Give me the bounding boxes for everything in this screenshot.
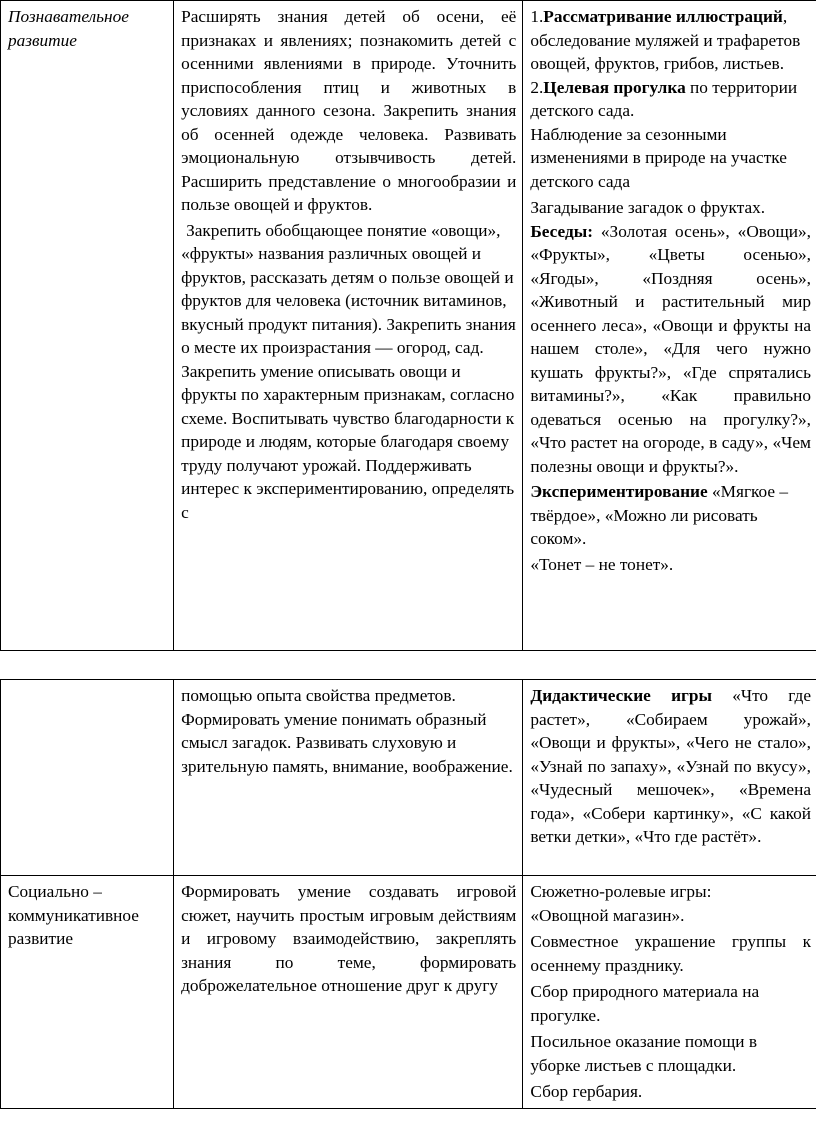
activities-cell: [523, 876, 816, 1109]
activity-heading: Беседы:: [530, 221, 593, 241]
goals-cell: [174, 1, 523, 651]
table-row: [1, 876, 816, 1109]
activity-text: «Мягкое – твёрдое», «Можно ли рисовать соком».: [530, 482, 789, 548]
goals-paragraph: Формировать умение создавать игровой сюжет, научить простым игровым действиям и игровому взаимодействию, закреплять знания по теме, формировать доброжелательное отношение друг к другу: [181, 882, 517, 995]
area-cell: [1, 1, 174, 651]
item-number: 1.: [530, 7, 544, 26]
activity-text: «Что где растет», «Собираем урожай», «Овощи и фрукты», «Чего не стало», «Узнай по запаху», «Узнай по вкусу», «Чудесный мешочек», «Времена года», «Собери картинку», «С какой ветки детки», «Что где растёт».: [530, 686, 812, 846]
area-cell: [1, 876, 174, 1109]
activity-text: «Золотая осень», «Овощи», «Фрукты», «Цветы осенью», «Ягоды», «Поздняя осень», «Животный и растительный мир осеннего леса», «Овощи и фрукты на нашем столе», «Для чего нужно кушать фрукты?», «Где спрятались витамины?», «Как правильно одеваться осенью на прогулку?», «Что растет на огороде, в саду», «Чем полезны овощи и фрукты?».: [530, 221, 811, 476]
activity-text: Наблюдение за сезонными изменениями в природе на участке детского сада: [530, 124, 787, 191]
activity-heading: Дидактические игры: [530, 686, 712, 705]
activity-text: , обследование муляжей и трафаретов овощей, фруктов, грибов, листьев.: [530, 7, 801, 73]
area-cell: [1, 680, 174, 876]
activity-text: Сбор гербария.: [530, 1082, 643, 1101]
activities-cell: [523, 1, 816, 651]
activity-text: «Овощной магазин».: [530, 905, 685, 925]
activity-text: Сбор природного материала на прогулке.: [530, 982, 760, 1025]
activity-text: Посильное оказание помощи в уборке листьев с площадки.: [530, 1032, 757, 1075]
activity-text: Сюжетно-ролевые игры:: [530, 882, 712, 901]
activity-text: Совместное украшение группы к осеннему празднику.: [530, 932, 811, 975]
area-label: Познавательное развитие: [8, 7, 129, 50]
activity-text: по территории детского сада.: [530, 77, 798, 120]
item-number: 2.: [530, 77, 544, 97]
goals-paragraph: помощью опыта свойства предметов. Формировать умение понимать образный смысл загадок. Развивать слуховую и зрительную память, внимание, воображение.: [181, 686, 513, 776]
activity-heading: Экспериментирование: [530, 482, 708, 501]
table-row: [1, 1, 816, 651]
goals-paragraph-2: Закрепить обобщающее понятие «овощи», «фрукты» названия различных овощей и фруктов, рассказать детям о пользе овощей и фруктов для человека (источник витаминов, вкусный продукт питания). Закрепить знания о месте их произрастания — огород, сад. Закрепить умение описывать овощи и фрукты по характерным признакам, согласно схеме. Воспитывать чувство благодарности к природе и людям, которые благодаря своему труду получают урожай. Поддерживать интерес к экспериментированию, определять с: [181, 220, 516, 522]
goals-cell: [174, 876, 523, 1109]
goals-paragraph-1: Расширять знания детей об осени, её признаках и явлениях; познакомить детей с осенними явлениями в природе. Уточнить приспособления птиц и животных в условиях данного сезона. Закрепить знания об осенней одежде человека. Развивать эмоциональную отзывчивость детей. Расширить представление о многообразии и пользе овощей и фруктов.: [181, 7, 517, 214]
plan-table-page-2: [0, 679, 816, 1109]
goals-cell: [174, 680, 523, 876]
table-row: [1, 680, 816, 876]
area-label: Социально – коммуникативное развитие: [8, 882, 139, 948]
activity-heading: Рассматривание иллюстраций: [543, 7, 783, 26]
activity-text: Загадывание загадок о фруктах.: [530, 198, 766, 217]
activity-text: «Тонет – не тонет».: [530, 554, 674, 574]
activity-heading: Целевая прогулка: [543, 77, 686, 97]
activities-cell: [523, 680, 816, 876]
